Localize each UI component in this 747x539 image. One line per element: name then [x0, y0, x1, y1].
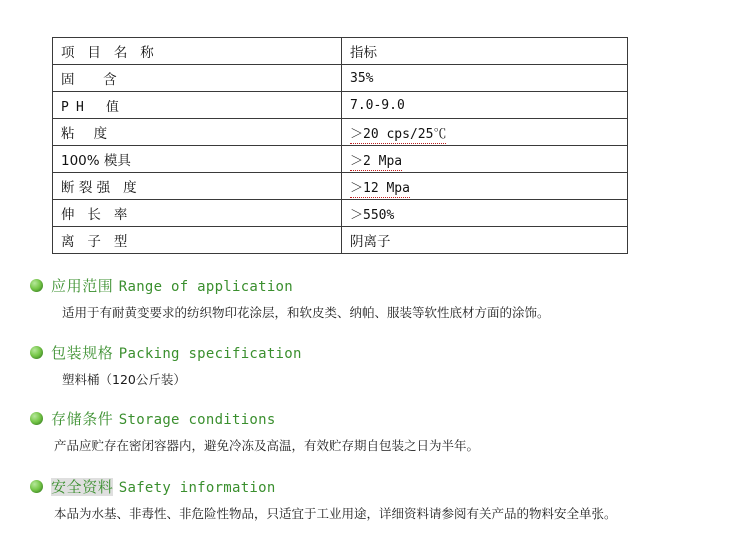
section-title-zh: 包装规格 — [51, 343, 114, 362]
section-title-zh: 存储条件 — [51, 409, 114, 428]
section-title-zh: 安全资料 — [51, 477, 114, 496]
table-cell-value — [342, 92, 628, 119]
table-row — [53, 119, 628, 146]
section-body: 产品应贮存在密闭容器内，避免冷冻及高温，有效贮存期自包装之日为半年。 — [54, 438, 480, 453]
row-value-label: 35% — [350, 71, 374, 86]
row-value-label: 7.0-9.0 — [350, 98, 405, 113]
section-heading — [30, 408, 730, 428]
table-cell-value — [342, 227, 628, 254]
table-header-item — [53, 38, 342, 65]
row-item-label: 离 子 型 — [61, 234, 132, 250]
section-body: 本品为水基、非毒性、非危险性物品，只适宜于工业用途，详细资料请参阅有关产品的物料安全单张。 — [54, 506, 617, 521]
section-packaging — [30, 342, 730, 390]
section-heading — [30, 342, 730, 362]
table-cell-item — [53, 119, 342, 146]
section-title — [51, 342, 302, 363]
section-title-en: Packing specification — [118, 345, 302, 362]
table-cell-item — [53, 173, 342, 200]
table-header-value — [342, 38, 628, 65]
section-title-en: Range of application — [118, 278, 293, 295]
section-title-en: Safety information — [118, 479, 276, 496]
section-heading — [30, 275, 730, 295]
row-item-label: 伸 长 率 — [61, 207, 132, 223]
section-title — [51, 408, 276, 429]
section-title-en: Storage conditions — [118, 411, 276, 428]
bullet-icon — [30, 279, 43, 292]
specification-table — [52, 37, 628, 254]
section-title — [51, 476, 276, 497]
table-row — [53, 227, 628, 254]
row-item-label: 100% 模具 — [61, 153, 131, 169]
row-item-label: 断裂强 度 — [61, 180, 141, 196]
row-value-label: ＞550% — [350, 207, 395, 223]
table-cell-item — [53, 200, 342, 227]
table-cell-value — [342, 65, 628, 92]
section-title — [51, 275, 293, 296]
table-header-item-label: 项 目 名 称 — [61, 45, 159, 61]
table-row — [53, 65, 628, 92]
row-value-label: 阴离子 — [350, 234, 391, 250]
table-header-value-label: 指标 — [350, 45, 377, 61]
table-cell-item — [53, 65, 342, 92]
row-value-label: ＞20 cps/25℃ — [350, 126, 447, 142]
bullet-icon — [30, 480, 43, 493]
section-storage — [30, 408, 730, 456]
bullet-icon — [30, 346, 43, 359]
section-title-zh: 应用范围 — [51, 276, 114, 295]
section-safety — [30, 476, 730, 524]
row-item-label: 粘 度 — [61, 126, 115, 142]
table-cell-value — [342, 146, 628, 173]
section-application — [30, 275, 730, 323]
table-cell-item — [53, 146, 342, 173]
table-row — [53, 200, 628, 227]
table-cell-value — [342, 173, 628, 200]
bullet-icon — [30, 412, 43, 425]
table-cell-value — [342, 119, 628, 146]
table-row — [53, 92, 628, 119]
table-cell-item — [53, 92, 342, 119]
row-item-label: PH 值 — [61, 99, 127, 115]
section-body: 塑料桶（120公斤装） — [62, 372, 186, 387]
row-value-label: ＞2 Mpa — [350, 153, 403, 169]
table-row — [53, 146, 628, 173]
section-heading — [30, 476, 730, 496]
table-cell-value — [342, 200, 628, 227]
table-cell-item — [53, 227, 342, 254]
table-row — [53, 173, 628, 200]
row-value-label: ＞12 Mpa — [350, 180, 410, 196]
row-item-label: 固 含 — [61, 72, 129, 88]
table-header-row — [53, 38, 628, 65]
section-body: 适用于有耐黄变要求的纺织物印花涂层，和软皮类、纳帕、服装等软性底材方面的涂饰。 — [62, 305, 550, 320]
